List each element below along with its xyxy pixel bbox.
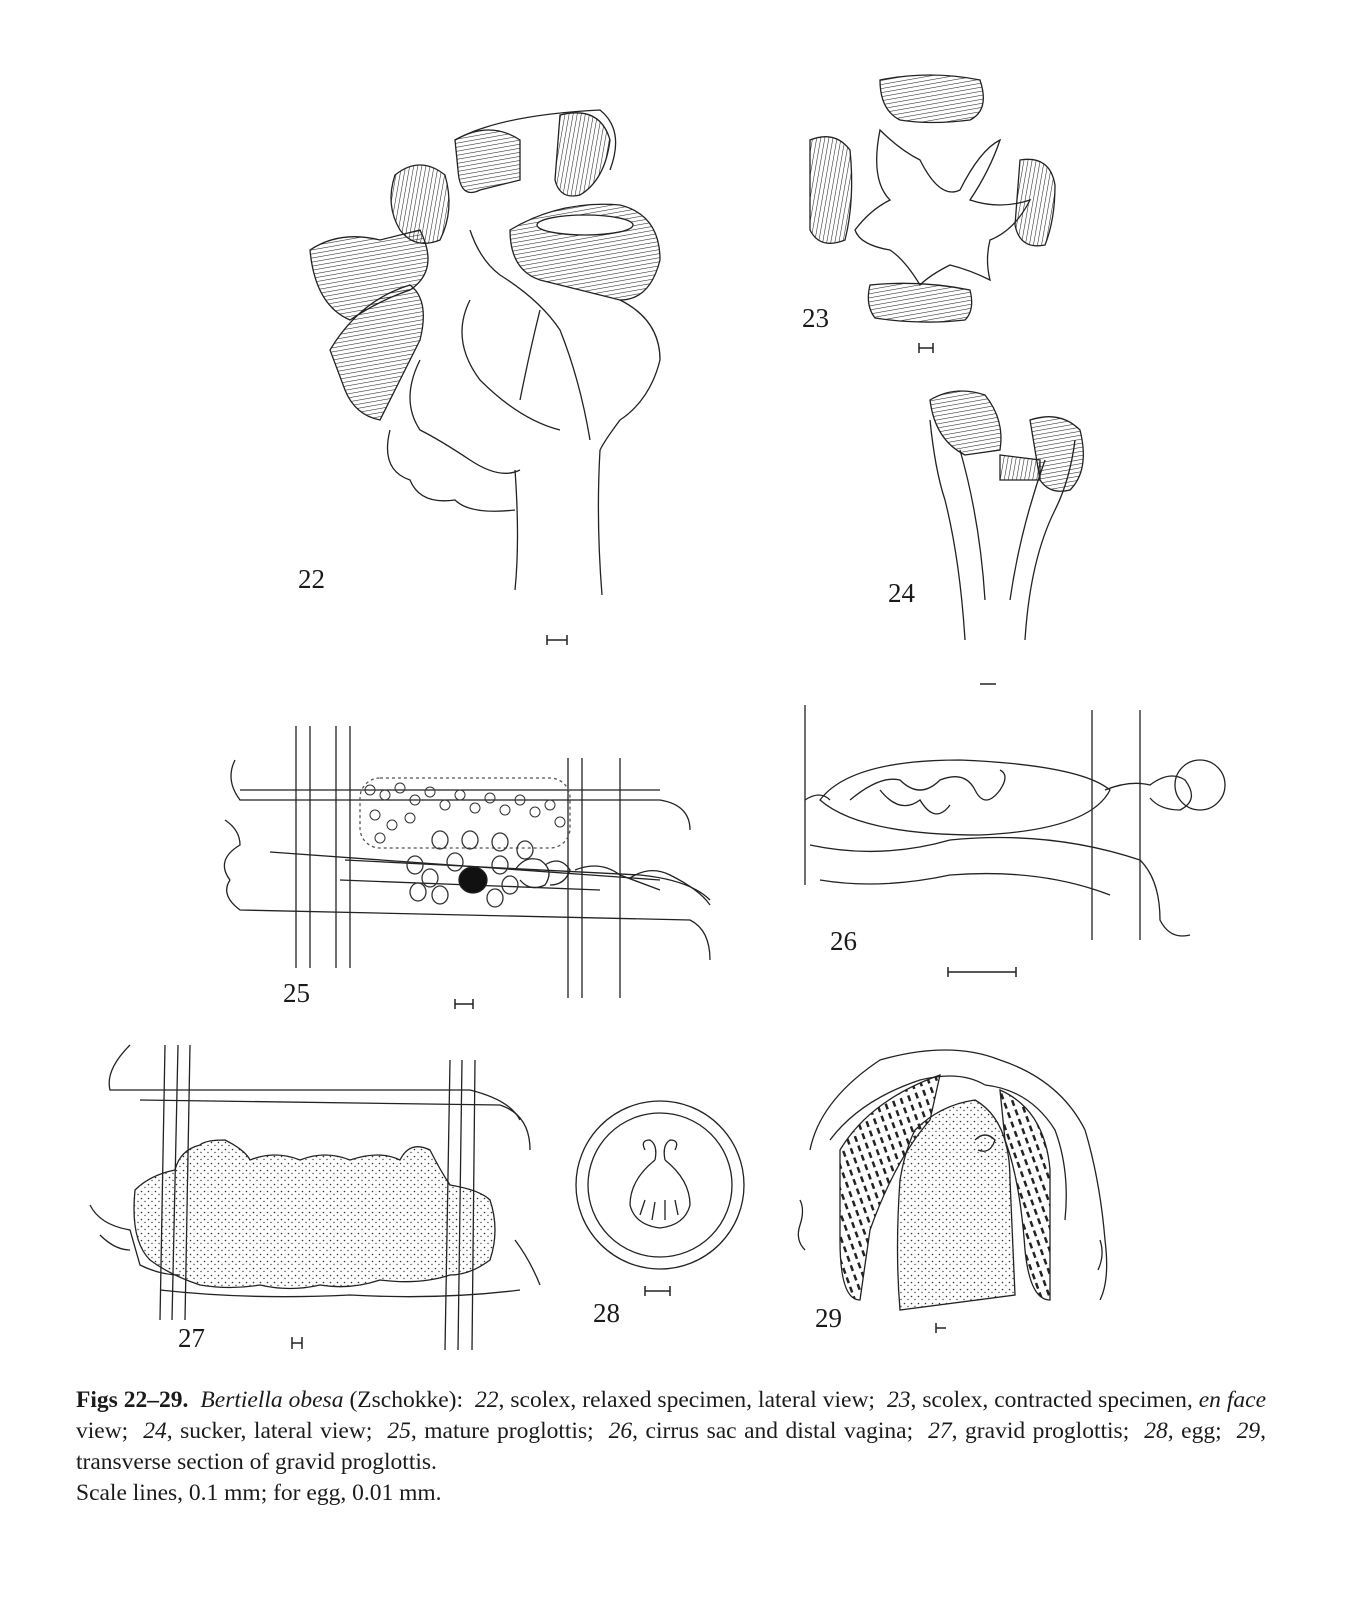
figure-28-scale-bar [645, 1286, 670, 1296]
caption-item-text: , gravid proglottis; [951, 1418, 1130, 1444]
testes [360, 778, 570, 848]
figure-25-label: 25 [283, 978, 310, 1008]
caption-item-text: , egg; [1167, 1418, 1222, 1444]
uterus-section [898, 1100, 1016, 1310]
sucker-left-lobe [930, 391, 1001, 455]
figure-22-drawing [310, 110, 660, 595]
caption-item-text: , mature proglottis; [410, 1418, 594, 1444]
testis-dots [365, 783, 565, 843]
caption-item-text: , sucker, lateral view; [166, 1418, 373, 1444]
figure-28-drawing [576, 1101, 744, 1269]
sucker-bottom [868, 283, 971, 322]
caption-item-number: 29 [1236, 1418, 1261, 1444]
caption-species: Bertiella obesa [200, 1387, 344, 1413]
figure-22-label: 22 [298, 564, 325, 594]
figure-26-drawing [805, 705, 1225, 940]
figure-28-label: 28 [593, 1298, 620, 1328]
figure-23-scale-bar [919, 343, 933, 353]
sucker-top-2 [455, 130, 520, 193]
figure-24-drawing [930, 391, 1083, 640]
caption-item-number: 23 [886, 1387, 911, 1413]
cirrus-sac [820, 760, 1110, 835]
caption-item-number: 26 [608, 1418, 633, 1444]
figure-23-label: 23 [802, 303, 829, 333]
figure-caption [76, 1385, 1266, 1509]
figure-25-scale-bar [455, 999, 473, 1009]
sucker-top [880, 75, 983, 123]
caption-item-text: , cirrus sac and distal vagina; [632, 1418, 914, 1444]
figure-29-drawing [798, 1050, 1106, 1310]
caption-scale-note: Scale lines, 0.1 mm; for egg, 0.01 mm. [76, 1480, 442, 1506]
caption-authority: (Zschokke): [349, 1387, 464, 1413]
figure-24-label: 24 [888, 578, 915, 608]
caption-label: Figs 22–29. [76, 1387, 189, 1413]
uterus [134, 1140, 495, 1289]
figure-27-scale-bar [292, 1337, 302, 1349]
figure-29-label: 29 [815, 1303, 842, 1333]
caption-item-number: 27 [928, 1418, 952, 1444]
caption-view-suffix: view; [76, 1418, 129, 1444]
figure-29-scale-bar [936, 1323, 946, 1333]
figure-27-label: 27 [178, 1323, 205, 1353]
figure-22-scale-bar [547, 635, 567, 645]
figure-23-drawing [810, 75, 1055, 322]
caption-item-text: , scolex, contracted specimen, [910, 1387, 1199, 1413]
caption-en-face: en face [1198, 1387, 1267, 1413]
caption-item-number: 24 [143, 1418, 167, 1444]
sucker-top-1 [391, 165, 449, 243]
caption-item-text: , transverse section of gravid proglottis. [76, 1418, 1267, 1475]
caption-item-number: 25 [387, 1418, 411, 1444]
caption-item-text: , scolex, relaxed specimen, lateral view; [498, 1387, 875, 1413]
vitelline-gland [459, 867, 487, 893]
caption-item-number: 22 [475, 1387, 499, 1413]
sucker-left [810, 137, 852, 244]
figure-26-scale-bar [948, 967, 1016, 977]
figure-27-drawing [90, 1045, 540, 1350]
caption-item-number: 28 [1144, 1418, 1168, 1444]
figure-26-label: 26 [830, 926, 857, 956]
figure-25-drawing [224, 726, 710, 998]
sucker-top-3 [555, 113, 610, 196]
sucker-right [1015, 159, 1055, 246]
